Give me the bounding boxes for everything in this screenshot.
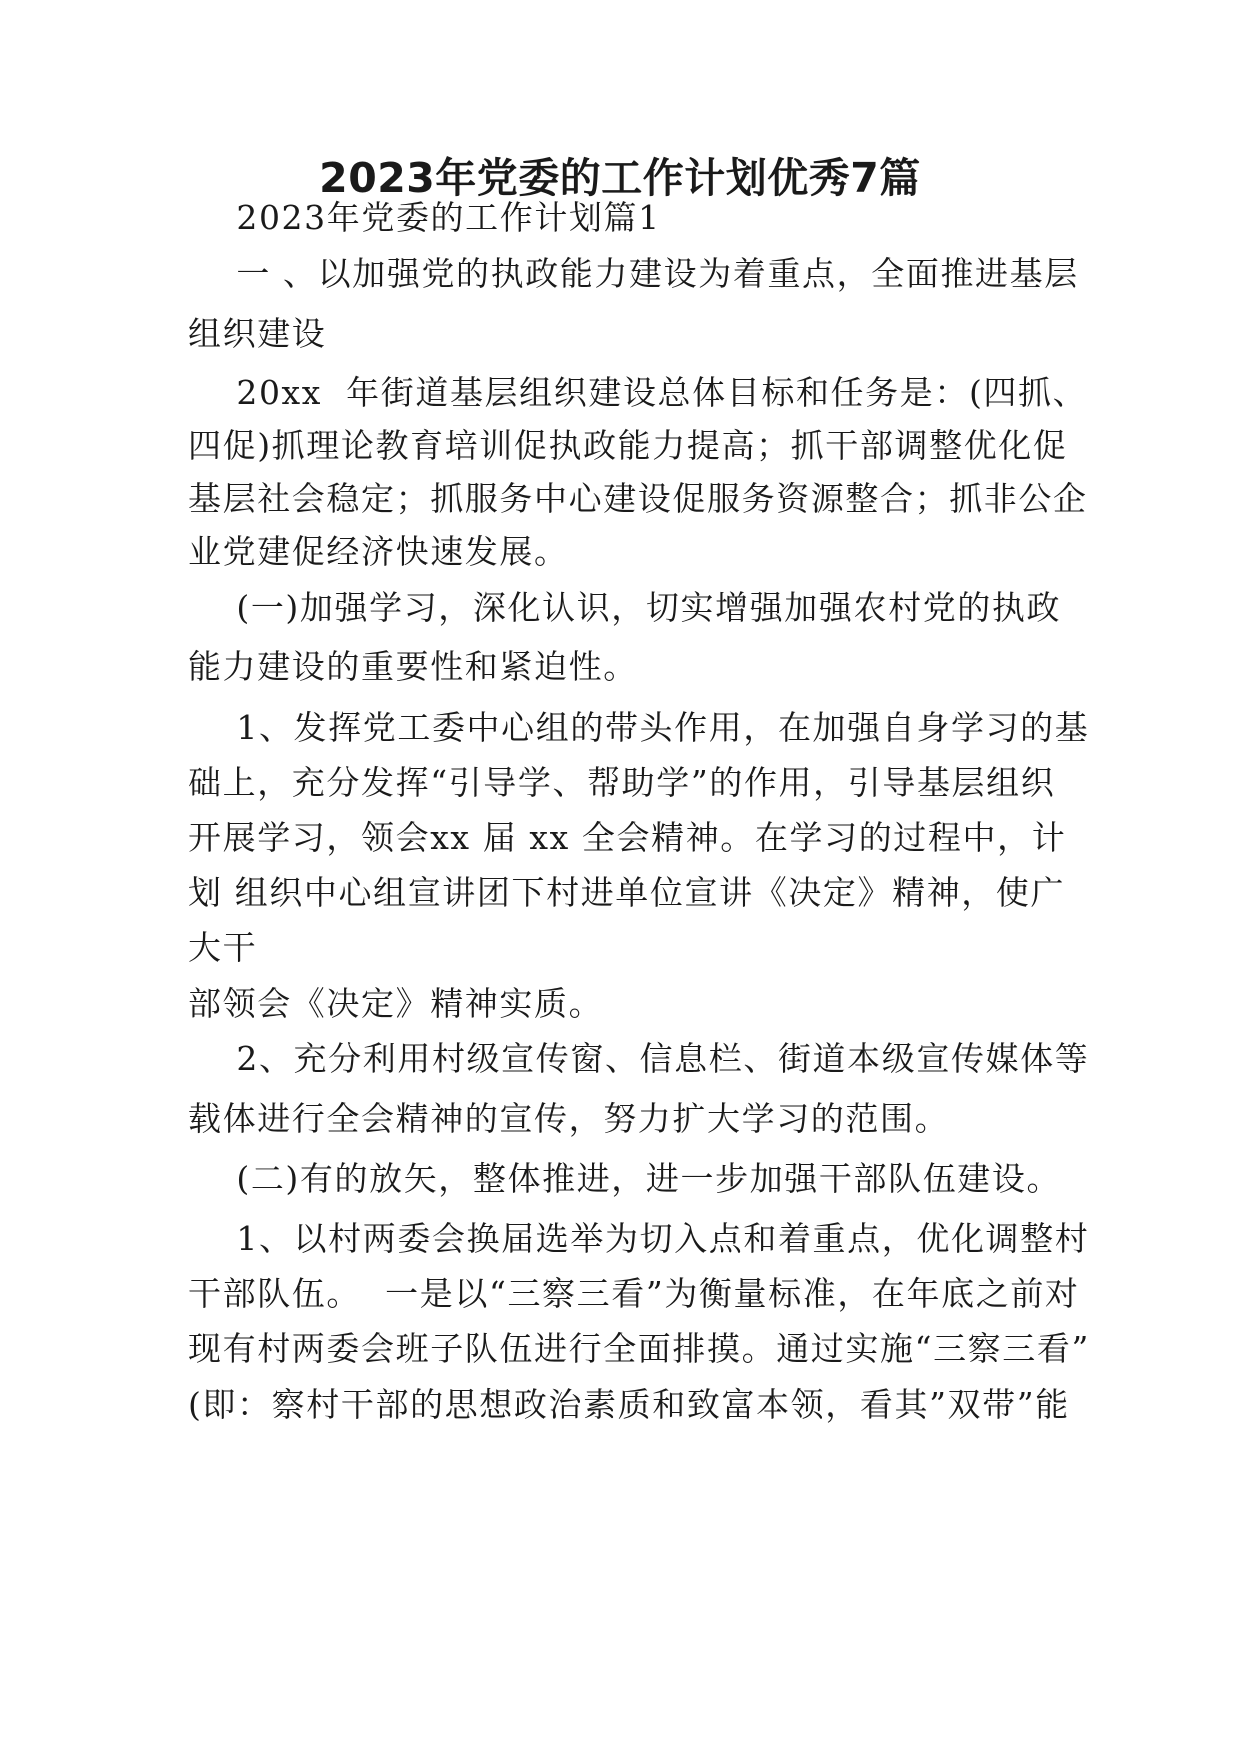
text-line: 开展学习，领会xx 届 xx 全会精神。在学习的过程中，计 [188, 818, 1067, 857]
text-line: 2023年党委的工作计划篇1 [188, 198, 661, 237]
text-line: 划 组织中心组宣讲团下村进单位宣讲《决定》精神，使广 [188, 873, 1066, 912]
text-line: 基层社会稳定；抓服务中心建设促服务资源整合；抓非公企 [188, 479, 1088, 518]
text-line: (二)有的放矢，整体推进，进一步加强干部队伍建设。 [188, 1159, 1062, 1198]
text-line: 干部队伍。 一是以“三察三看”为衡量标准，在年底之前对 [188, 1274, 1080, 1313]
text-line: 能力建设的重要性和紧迫性。 [188, 647, 638, 686]
text-line: 现有村两委会班子队伍进行全面排摸。通过实施“三察三看” [188, 1329, 1090, 1368]
text-line: (即：察村干部的思想政治素质和致富本领，看其”双带”能 [188, 1385, 1070, 1424]
text-line: 部领会《决定》精神实质。 [188, 984, 604, 1023]
text-line: (一)加强学习，深化认识，切实增强加强农村党的执政 [188, 588, 1062, 627]
text-line: 四促)抓理论教育培训促执政能力提高；抓干部调整优化促 [188, 426, 1068, 465]
text-line: 载体进行全会精神的宣传，努力扩大学习的范围。 [188, 1099, 950, 1138]
text-line: 组织建设 [188, 314, 327, 353]
text-line: 一 、以加强党的执政能力建设为着重点，全面推进基层 [188, 254, 1079, 293]
text-line: 1、发挥党工委中心组的带头作用，在加强自身学习的基 [188, 708, 1090, 747]
document-title: 2023年党委的工作计划优秀7篇 [319, 154, 921, 202]
text-line: 2、充分利用村级宣传窗、信息栏、街道本级宣传媒体等 [188, 1039, 1090, 1078]
text-line: 础上，充分发挥“引导学、帮助学”的作用，引导基层组织 [188, 763, 1056, 802]
text-line: 1、以村两委会换届选举为切入点和着重点，优化调整村 [188, 1219, 1090, 1258]
text-line: 大干 [188, 928, 258, 967]
text-line: 业党建促经济快速发展。 [188, 532, 569, 571]
text-line: 20xx 年街道基层组织建设总体目标和任务是：(四抓、 [188, 373, 1088, 412]
